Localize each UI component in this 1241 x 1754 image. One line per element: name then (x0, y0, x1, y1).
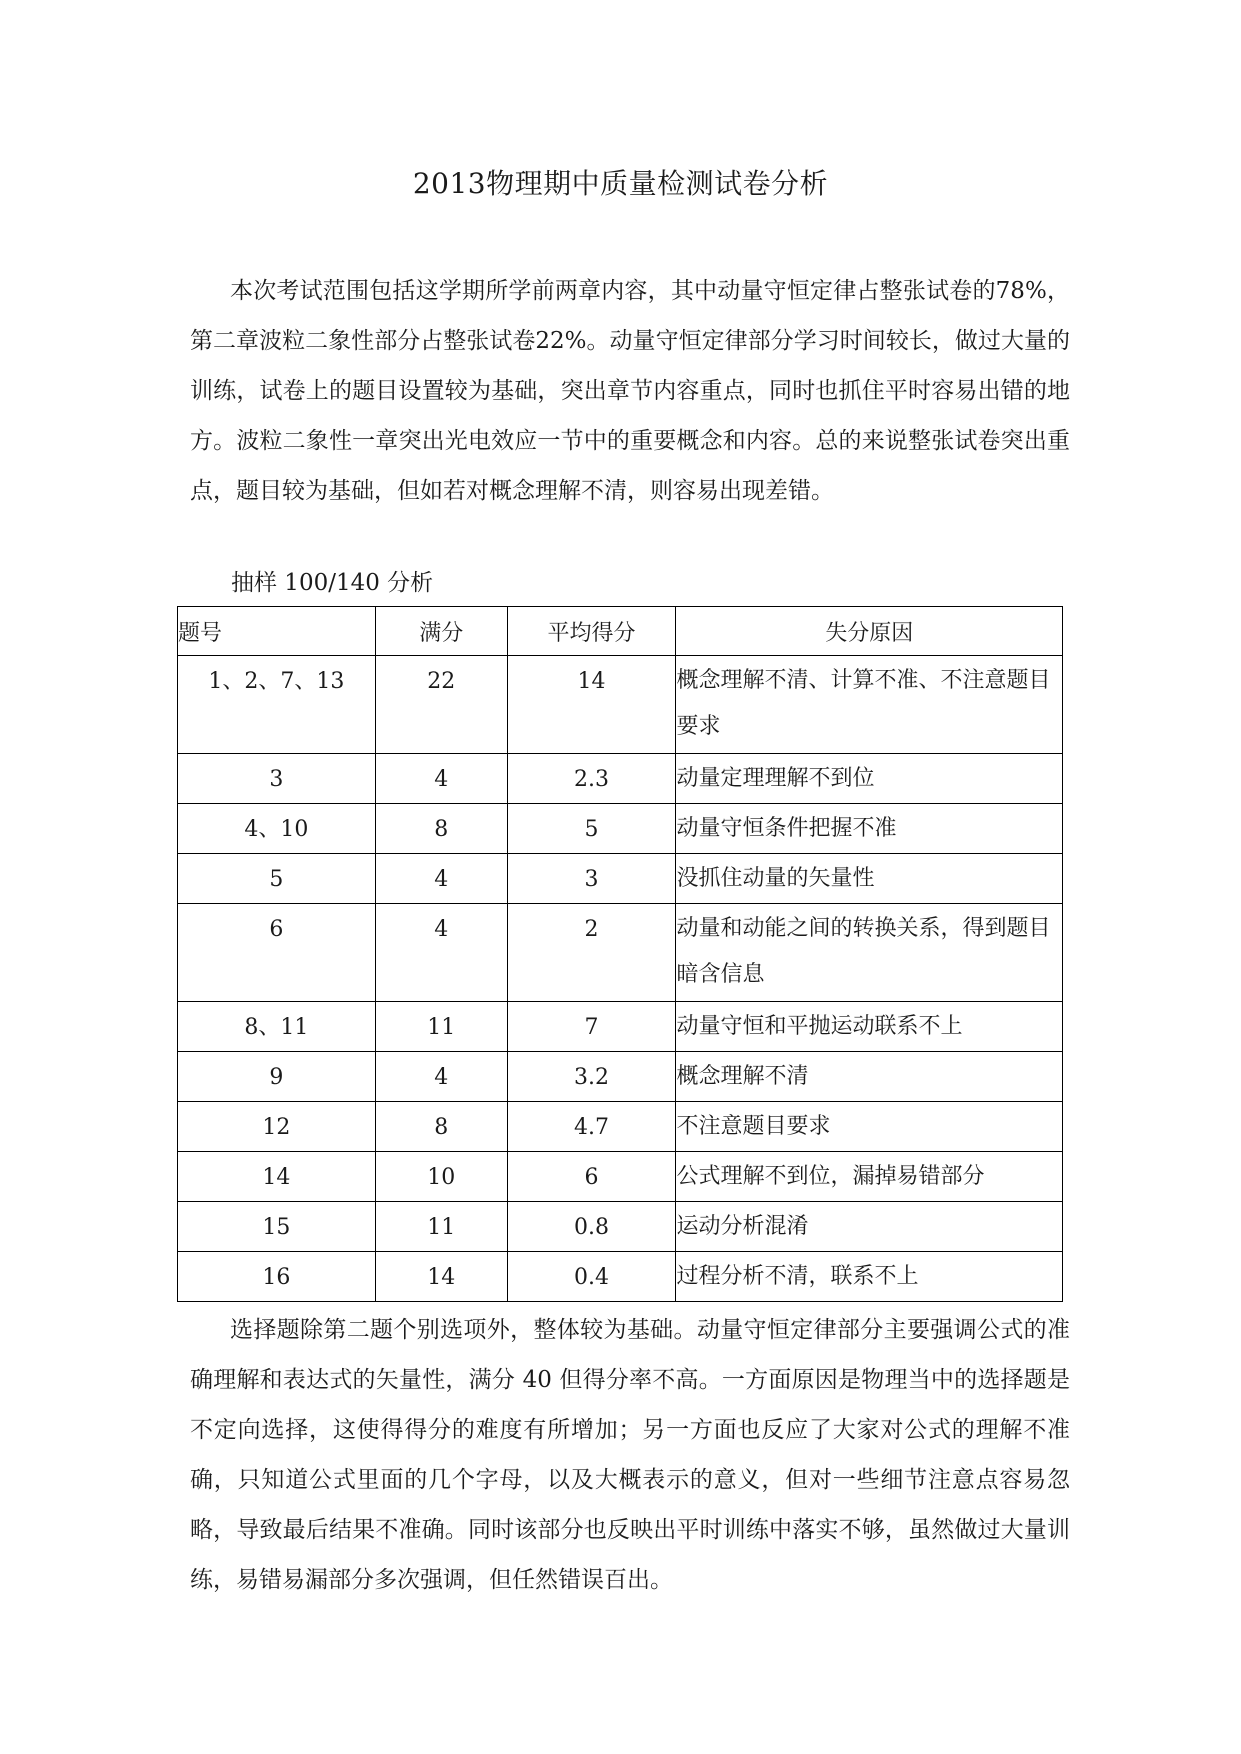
table-row (178, 656, 1063, 754)
cell-average: 14 (577, 669, 606, 694)
cell-reason: 概念理解不清、计算不准、不注意题目要求 (676, 668, 1051, 739)
cell-full-score: 8 (434, 1115, 449, 1140)
cell-average: 6 (584, 1165, 599, 1190)
cell-reason: 公式理解不到位，漏掉易错部分 (676, 1164, 985, 1189)
cell-average: 5 (584, 817, 599, 842)
cell-number: 6 (269, 917, 284, 942)
cell-number: 8、11 (244, 1015, 309, 1040)
cell-full-score: 11 (427, 1215, 456, 1240)
score-analysis-table (177, 606, 1063, 1302)
cell-full-score: 4 (434, 917, 449, 942)
table-header-row (178, 607, 1063, 656)
table-row (178, 1102, 1063, 1152)
header-number: 题号 (178, 607, 376, 656)
cell-reason: 概念理解不清 (676, 1064, 809, 1089)
cell-average: 7 (584, 1015, 599, 1040)
cell-full-score: 8 (434, 817, 449, 842)
intro-paragraph: 本次考试范围包括这学期所学前两章内容，其中动量守恒定律占整张试卷的78%，第二章波粒二象性部分占整张试卷22%。动量守恒定律部分学习时间较长，做过大量的训练，试卷上的题目设置较为基础，突出章节内容重点，同时也抓住平时容易出错的地方。波粒二象性一章突出光电效应一节中的重要概念和内容。总的来说整张试卷突出重点，题目较为基础，但如若对概念理解不清，则容易出现差错。 (190, 278, 1070, 504)
cell-average: 2.3 (574, 767, 610, 792)
analysis-paragraph: 选择题除第二题个别选项外，整体较为基础。动量守恒定律部分主要强调公式的准确理解和表达式的矢量性，满分 40 但得分率不高。一方面原因是物理当中的选择题是不定向选择，这使得得分的难度有所增加；另一方面也反应了大家对公式的理解不准确，只知道公式里面的几个字母，以及大概表示的意义，但对一些细节注意点容易忽略，导致最后结果不准确。同时该部分也反映出平时训练中落实不够，虽然做过大量训练，易错易漏部分多次强调，但任然错误百出。 (190, 1317, 1070, 1593)
cell-reason: 动量和动能之间的转换关系，得到题目暗含信息 (676, 916, 1051, 987)
cell-number: 5 (269, 867, 284, 892)
table-row (178, 1202, 1063, 1252)
table-row (178, 1002, 1063, 1052)
cell-number: 12 (262, 1115, 291, 1140)
cell-full-score: 14 (427, 1265, 456, 1290)
table-row (178, 1252, 1063, 1302)
cell-average: 0.4 (574, 1265, 610, 1290)
table-row (178, 804, 1063, 854)
cell-reason: 没抓住动量的矢量性 (676, 866, 875, 891)
sample-label: 抽样 100/140 分析 (231, 570, 434, 596)
cell-reason: 不注意题目要求 (676, 1114, 831, 1139)
cell-number: 14 (262, 1165, 291, 1190)
cell-number: 1、2、7、13 (208, 669, 345, 694)
cell-number: 4、10 (244, 817, 309, 842)
cell-average: 4.7 (574, 1115, 610, 1140)
cell-full-score: 10 (427, 1165, 456, 1190)
table-row (178, 904, 1063, 1002)
cell-full-score: 22 (427, 669, 456, 694)
cell-reason: 过程分析不清，联系不上 (676, 1264, 919, 1289)
cell-full-score: 11 (427, 1015, 456, 1040)
cell-full-score: 4 (434, 1065, 449, 1090)
table-row (178, 854, 1063, 904)
table-row (178, 1152, 1063, 1202)
header-full-score: 满分 (375, 607, 507, 656)
cell-number: 16 (262, 1265, 291, 1290)
cell-full-score: 4 (434, 867, 449, 892)
cell-full-score: 4 (434, 767, 449, 792)
cell-reason: 动量定理理解不到位 (676, 766, 875, 791)
cell-average: 0.8 (574, 1215, 610, 1240)
header-average: 平均得分 (507, 607, 676, 656)
cell-average: 3 (584, 867, 599, 892)
table-row (178, 754, 1063, 804)
cell-reason: 动量守恒条件把握不准 (676, 816, 897, 841)
table-row (178, 1052, 1063, 1102)
cell-average: 2 (584, 917, 599, 942)
cell-average: 3.2 (574, 1065, 610, 1090)
document-title: 2013物理期中质量检测试卷分析 (412, 167, 829, 200)
header-reason: 失分原因 (676, 607, 1063, 656)
cell-number: 9 (269, 1065, 284, 1090)
cell-reason: 运动分析混淆 (676, 1214, 809, 1239)
cell-number: 3 (269, 767, 284, 792)
cell-number: 15 (262, 1215, 291, 1240)
cell-reason: 动量守恒和平抛运动联系不上 (676, 1014, 963, 1039)
